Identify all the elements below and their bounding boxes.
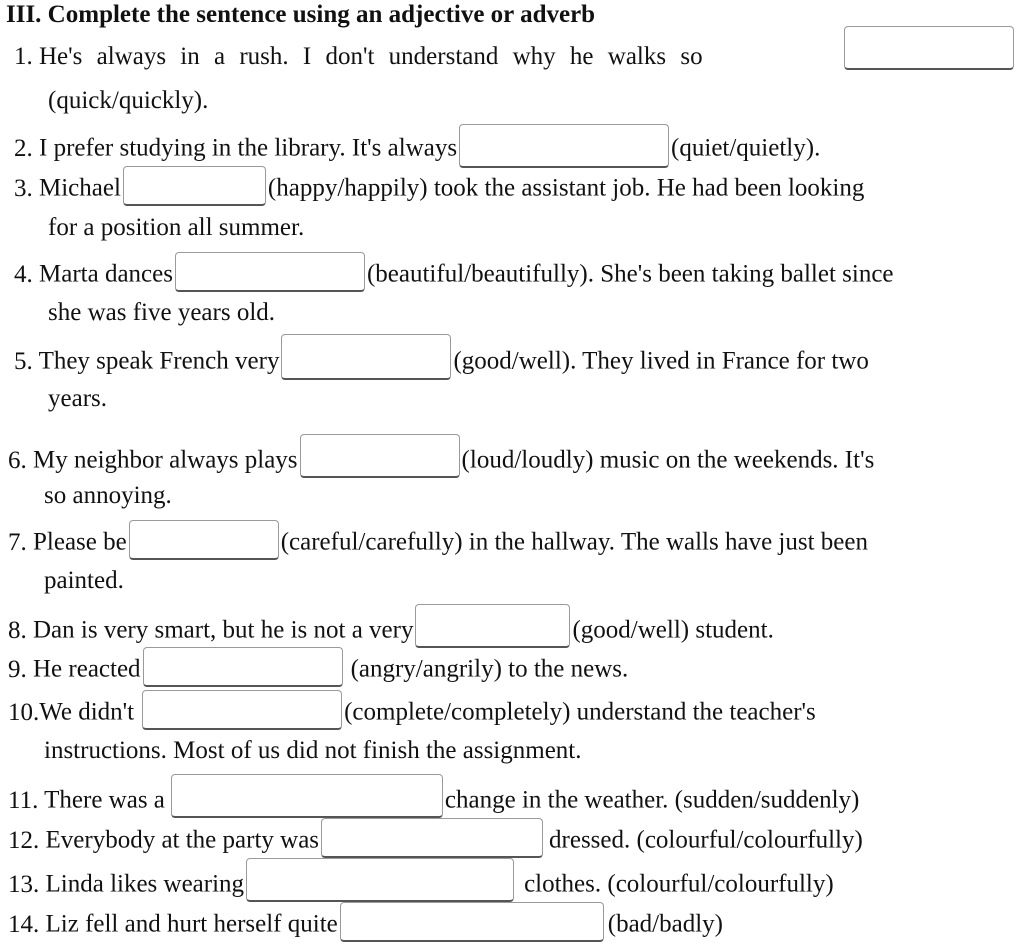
item-text: Michael bbox=[39, 174, 121, 202]
item-text-after: clothes. (colourful/colourfully) bbox=[524, 870, 834, 898]
item-number: 13. bbox=[8, 870, 40, 898]
item-number: 3. bbox=[14, 174, 33, 202]
item-6-cont: so annoying. bbox=[44, 482, 172, 509]
item-9 bbox=[8, 651, 628, 691]
item-text-after: (complete/completely) understand the teacher's bbox=[344, 698, 816, 726]
item-3 bbox=[14, 170, 864, 210]
answer-box-6[interactable] bbox=[300, 434, 460, 478]
item-6 bbox=[8, 440, 874, 484]
item-text: He's always in a rush. I don't understand why he walks so bbox=[39, 43, 703, 70]
item-12 bbox=[8, 822, 863, 862]
answer-box-13[interactable] bbox=[246, 858, 514, 902]
item-text-after: (careful/carefully) in the hallway. The walls have just been bbox=[280, 528, 868, 556]
item-text-after: (bad/badly) bbox=[607, 910, 723, 938]
item-text: Liz fell and hurt herself quite bbox=[45, 910, 338, 938]
item-text-after: (beautiful/beautifully). She's been taking ballet since bbox=[366, 260, 894, 288]
item-3-cont: for a position all summer. bbox=[48, 214, 305, 241]
item-number: 12. bbox=[8, 826, 40, 854]
item-text: Dan is very smart, but he is not a very bbox=[33, 616, 414, 644]
item-text-after: (angry/angrily) to the news. bbox=[350, 655, 629, 683]
item-text: Everybody at the party was bbox=[45, 826, 320, 854]
item-number: 7. bbox=[8, 528, 27, 556]
answer-box-7[interactable] bbox=[129, 520, 279, 560]
item-number: 5. bbox=[14, 347, 33, 375]
answer-box-11[interactable] bbox=[171, 774, 443, 818]
answer-box-14[interactable] bbox=[340, 902, 604, 942]
answer-box-3[interactable] bbox=[123, 166, 266, 206]
item-text-after: (loud/loudly) music on the weekends. It's bbox=[461, 446, 875, 474]
item-text-after: (good/well) student. bbox=[572, 616, 774, 644]
item-1-cont: (quick/quickly). bbox=[48, 87, 209, 114]
item-text-after: dressed. (colourful/colourfully) bbox=[549, 826, 863, 854]
answer-box-8[interactable] bbox=[415, 604, 570, 648]
item-text-after: change in the weather. (sudden/suddenly) bbox=[444, 786, 860, 814]
item-number: 11. bbox=[8, 786, 39, 814]
item-8 bbox=[8, 610, 774, 654]
item-10 bbox=[8, 694, 816, 734]
answer-box-5[interactable] bbox=[281, 334, 451, 380]
item-number: 6. bbox=[8, 446, 27, 474]
item-text: They speak French very bbox=[38, 347, 280, 375]
answer-box-9[interactable] bbox=[143, 647, 343, 687]
item-number: 9. bbox=[8, 655, 27, 683]
answer-box-10[interactable] bbox=[142, 690, 342, 730]
item-text: He reacted bbox=[33, 655, 141, 683]
item-text: Linda likes wearing bbox=[45, 870, 245, 898]
item-7-cont: painted. bbox=[44, 567, 124, 594]
item-text-after: (quiet/quietly). bbox=[671, 134, 821, 162]
item-7 bbox=[8, 524, 868, 564]
answer-box-2[interactable] bbox=[459, 124, 669, 168]
item-5-cont: years. bbox=[48, 385, 107, 412]
item-text: My neighbor always plays bbox=[33, 446, 298, 474]
item-text: We didn't bbox=[39, 698, 135, 726]
item-4-cont: she was five years old. bbox=[48, 299, 276, 326]
answer-box-1[interactable] bbox=[844, 26, 1014, 70]
item-text-after: (happy/happily) took the assistant job. He had been looking bbox=[267, 174, 865, 202]
item-number: 4. bbox=[14, 260, 33, 288]
item-text: Please be bbox=[33, 528, 127, 556]
item-number: 14. bbox=[8, 910, 40, 938]
item-text: I prefer studying in the library. It's always bbox=[39, 134, 458, 162]
item-number: 10. bbox=[8, 698, 40, 726]
answer-box-12[interactable] bbox=[321, 818, 543, 858]
item-number: 8. bbox=[8, 616, 27, 644]
item-text: Marta dances bbox=[39, 260, 173, 288]
item-4 bbox=[14, 256, 894, 296]
item-14 bbox=[8, 906, 723, 946]
item-5 bbox=[14, 340, 869, 386]
item-number: 2. bbox=[14, 134, 33, 162]
item-10-cont: instructions. Most of us did not finish the assignment. bbox=[44, 737, 582, 764]
section-title: III. Complete the sentence using an adjective or adverb bbox=[6, 1, 596, 28]
item-text-after: (good/well). They lived in France for two bbox=[453, 347, 869, 375]
item-number: 1. bbox=[14, 43, 33, 70]
item-text: There was a bbox=[44, 786, 165, 814]
answer-box-4[interactable] bbox=[175, 252, 365, 292]
